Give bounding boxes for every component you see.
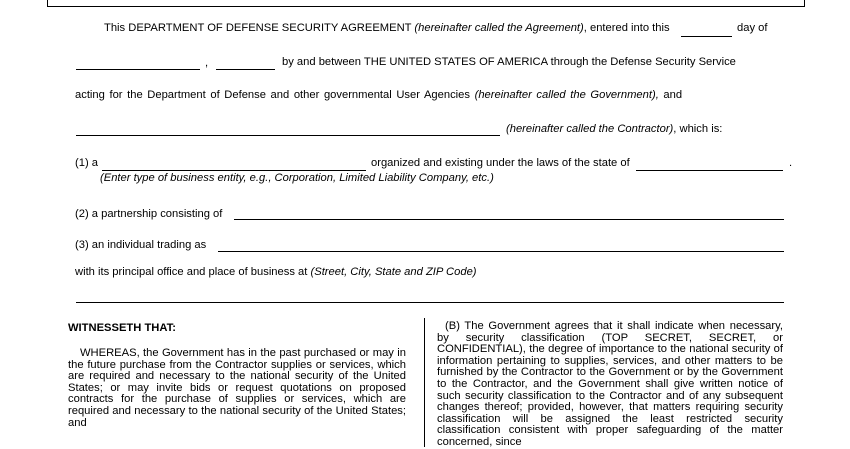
option1-label: (1) a	[75, 157, 99, 169]
intro-line3-text: acting for the Department of Defense and other governmental User Agencies	[75, 89, 470, 101]
business-entity-field[interactable]	[102, 156, 366, 171]
option3-label: (3) an individual trading as	[75, 239, 207, 251]
option1-hint: (Enter type of business entity, e.g., Corporation, Limited Liability Company, etc.)	[100, 172, 494, 184]
day-of-label: day of	[737, 22, 768, 34]
option1-end: .	[789, 157, 793, 169]
day-field[interactable]	[681, 22, 732, 37]
contractor-italic: (hereinafter called the Contractor)	[506, 123, 674, 135]
partnership-field[interactable]	[234, 205, 784, 220]
right-column	[437, 321, 783, 449]
comma: ,	[205, 57, 209, 69]
intro-line1	[104, 22, 670, 34]
option2-label: (2) a partnership consisting of	[75, 208, 223, 220]
year-field[interactable]	[216, 55, 275, 70]
intro-line3-italic: (hereinafter called the Government),	[474, 89, 659, 101]
intro-line1-prefix: This DEPARTMENT OF DEFENSE SECURITY AGREEMENT	[104, 22, 412, 34]
intro-line1-suffix: , entered into this	[583, 22, 670, 34]
intro-line3	[75, 89, 682, 101]
intro-line4	[506, 123, 722, 135]
form-frame-top	[47, 0, 805, 7]
whereas-paragraph: WHEREAS, the Government has in the past purchased or may in the future purchase from the Contractor supplies or services, which are required and necessary to the national security of the United States; or may invite bids or request quotations on proposed contracts for the purchase of supplies or services, which are required and necessary to the national security of the United States; and	[68, 347, 406, 429]
intro-line3-end: and	[663, 89, 683, 101]
intro-line1-italic: (hereinafter called the Agreement)	[414, 22, 584, 34]
office-line	[75, 266, 477, 278]
left-column	[68, 348, 406, 429]
office-hint: (Street, City, State and ZIP Code)	[310, 266, 477, 278]
state-field[interactable]	[636, 156, 783, 171]
trading-as-field[interactable]	[218, 237, 784, 252]
witnesseth-heading: WITNESSETH THAT:	[68, 322, 176, 334]
contractor-name-field[interactable]	[76, 121, 500, 136]
column-divider	[424, 318, 425, 447]
clause-b-paragraph: (B) The Government agrees that it shall indicate when necessary, by security classification (TOP SECRET, SECRET, or CONFIDENTIAL), the degree of importance to the national security of information pertaining to supplies, services, and other matters to be furnished by the Contractor to the Government or by the Government to the Contractor, and the Government shall give written notice of such security classification to the Contractor and of any subsequent changes thereof; provided, however, that matters requiring security classification will be assigned the least restricted security classification consistent with proper safeguarding of the matter concerned, since	[437, 320, 783, 448]
option1-middle: organized and existing under the laws of the state of	[371, 157, 630, 169]
intro-line4-end: , which is:	[673, 123, 723, 135]
intro-line2: by and between THE UNITED STATES OF AMERICA through the Defense Security Service	[282, 56, 736, 68]
office-label: with its principal office and place of business at	[75, 266, 308, 278]
office-address-field[interactable]	[76, 288, 784, 303]
month-field[interactable]	[76, 55, 200, 70]
